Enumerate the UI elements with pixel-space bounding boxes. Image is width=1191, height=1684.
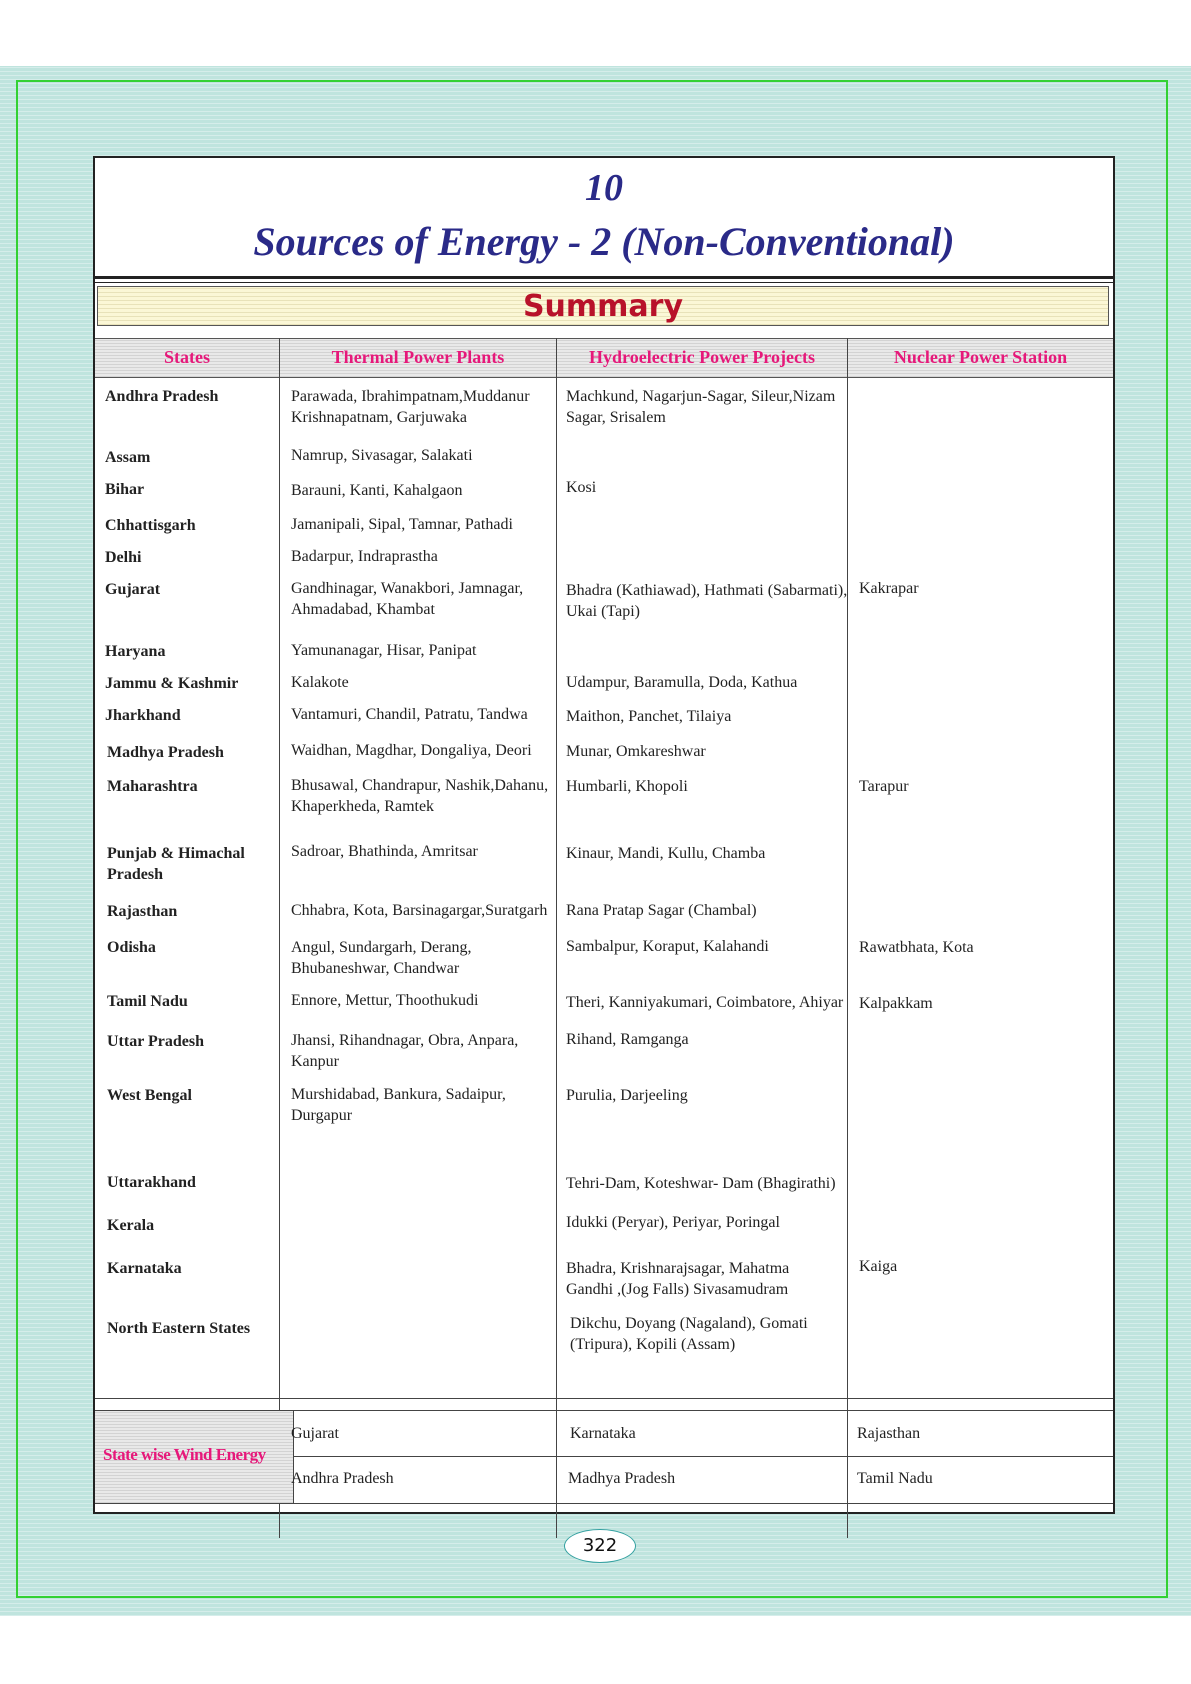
table-row-thermal: Parawada, Ibrahimpatnam,Muddanur Krishnapatnam, Garjuwaka xyxy=(291,388,530,426)
wind-state: Gujarat xyxy=(291,1425,339,1442)
table-row-thermal: Waidhan, Magdhar, Dongaliya, Deori xyxy=(291,742,532,759)
table-row-thermal: Yamunanagar, Hisar, Panipat xyxy=(291,642,477,659)
page-number: 322 xyxy=(564,1529,636,1563)
table-row-hydro: Dikchu, Doyang (Nagaland), Gomati (Tripura), Kopili (Assam) xyxy=(570,1315,808,1353)
table-header xyxy=(95,338,1113,378)
summary-label: Summary xyxy=(522,289,684,324)
table-row-nuclear: Kakrapar xyxy=(859,580,919,597)
table-row-state: Andhra Pradesh xyxy=(105,388,219,405)
table-row-state: Odisha xyxy=(107,939,156,956)
row-divider xyxy=(293,1456,1113,1457)
wind-state: Tamil Nadu xyxy=(857,1470,933,1487)
table-row-state: Assam xyxy=(105,449,151,466)
table-row-state: Chhattisgarh xyxy=(105,517,196,534)
wind-energy-label xyxy=(95,1411,293,1503)
table-row-hydro: Idukki (Peryar), Periyar, Poringal xyxy=(566,1214,780,1231)
table-row-state: Maharashtra xyxy=(107,778,198,795)
wind-state: Rajasthan xyxy=(857,1425,921,1442)
chapter-number: 10 xyxy=(585,167,623,209)
table-row-state: Jharkhand xyxy=(105,707,181,724)
table-row-thermal: Ennore, Mettur, Thoothukudi xyxy=(291,992,479,1009)
title-divider-thin xyxy=(95,282,1113,283)
table-row-hydro: Purulia, Darjeeling xyxy=(566,1087,688,1104)
table-row-thermal: Chhabra, Kota, Barsinagargar,Suratgarh xyxy=(291,902,548,919)
table-row-state: Bihar xyxy=(105,481,145,498)
table-row-nuclear: Tarapur xyxy=(859,778,909,795)
row-divider xyxy=(95,1503,1113,1504)
table-row-state: West Bengal xyxy=(107,1087,192,1104)
table-row-state: Uttarakhand xyxy=(107,1174,196,1191)
table-row-hydro: Sambalpur, Koraput, Kalahandi xyxy=(566,938,769,955)
summary-page xyxy=(93,156,1115,1514)
section-divider xyxy=(95,1398,1113,1399)
table-row-state: Punjab & Himachal Pradesh xyxy=(107,845,245,883)
table-row-state: Kerala xyxy=(107,1217,155,1234)
column-divider xyxy=(279,338,280,1538)
chapter-title: Sources of Energy - 2 (Non-Conventional) xyxy=(253,219,955,264)
table-row-thermal: Barauni, Kanti, Kahalgaon xyxy=(291,482,463,499)
table-row-thermal: Murshidabad, Bankura, Sadaipur, Durgapur xyxy=(291,1086,506,1124)
table-row-hydro: Tehri-Dam, Koteshwar- Dam (Bhagirathi) xyxy=(566,1175,836,1192)
table-row-state: North Eastern States xyxy=(107,1320,251,1337)
chapter-heading xyxy=(95,158,1113,276)
table-row-hydro: Bhadra, Krishnarajsagar, Mahatma Gandhi ,(Jog Falls) Sivasamudram xyxy=(566,1260,790,1298)
table-row-state: Tamil Nadu xyxy=(107,993,188,1010)
table-row-thermal: Vantamuri, Chandil, Patratu, Tandwa xyxy=(291,706,528,723)
table-row-state: Delhi xyxy=(105,549,142,566)
wind-state: Andhra Pradesh xyxy=(291,1470,394,1487)
table-row-hydro: Rana Pratap Sagar (Chambal) xyxy=(566,902,757,919)
table-row-state: Uttar Pradesh xyxy=(107,1033,205,1050)
header-states: States xyxy=(164,347,210,367)
table-row-nuclear: Kaiga xyxy=(859,1258,898,1275)
table-row-hydro: Maithon, Panchet, Tilaiya xyxy=(566,708,732,725)
table-row-hydro: Rihand, Ramganga xyxy=(566,1031,689,1048)
table-row-state: Madhya Pradesh xyxy=(107,744,224,761)
header-hydro: Hydroelectric Power Projects xyxy=(589,347,815,367)
table-row-thermal: Jamanipali, Sipal, Tamnar, Pathadi xyxy=(291,516,513,533)
table-row-thermal: Sadroar, Bhathinda, Amritsar xyxy=(291,843,478,860)
table-row-nuclear: Kalpakkam xyxy=(859,995,933,1012)
table-row-hydro: Kinaur, Mandi, Kullu, Chamba xyxy=(566,845,766,862)
table-row-state: Haryana xyxy=(105,643,166,660)
wind-state: Madhya Pradesh xyxy=(568,1470,676,1487)
table-row-state: Karnataka xyxy=(107,1260,182,1277)
header-thermal: Thermal Power Plants xyxy=(331,347,505,367)
table-row-thermal: Kalakote xyxy=(291,674,349,691)
table-row-state: Rajasthan xyxy=(107,903,178,920)
summary-banner xyxy=(97,286,1109,326)
table-row-thermal: Jhansi, Rihandnagar, Obra, Anpara, Kanpur xyxy=(291,1032,519,1070)
table-row-hydro: Bhadra (Kathiawad), Hathmati (Sabarmati), Ukai (Tapi) xyxy=(566,582,848,620)
column-divider xyxy=(847,338,848,1538)
table-row-hydro: Humbarli, Khopoli xyxy=(566,778,688,795)
wind-energy-title: State wise Wind Energy xyxy=(103,1445,266,1464)
table-row-thermal: Namrup, Sivasagar, Salakati xyxy=(291,447,473,464)
wind-state: Karnataka xyxy=(570,1425,636,1442)
table-row-hydro: Udampur, Baramulla, Doda, Kathua xyxy=(566,674,798,691)
table-row-thermal: Badarpur, Indraprastha xyxy=(291,548,438,565)
table-row-hydro: Machkund, Nagarjun-Sagar, Sileur,Nizam Sagar, Srisalem xyxy=(566,388,836,426)
table-row-thermal: Gandhinagar, Wanakbori, Jamnagar, Ahmadabad, Khambat xyxy=(291,580,524,618)
table-row-hydro: Theri, Kanniyakumari, Coimbatore, Ahiyar xyxy=(566,994,844,1011)
table-row-state: Gujarat xyxy=(105,581,161,598)
table-row-hydro: Kosi xyxy=(566,479,597,496)
table-row-thermal: Angul, Sundargarh, Derang, Bhubaneshwar, Chandwar xyxy=(291,939,472,977)
table-row-thermal: Bhusawal, Chandrapur, Nashik,Dahanu, Khaperkheda, Ramtek xyxy=(291,777,549,815)
title-divider xyxy=(95,276,1113,279)
table-row-nuclear: Rawatbhata, Kota xyxy=(859,939,974,956)
column-divider xyxy=(556,338,557,1538)
table-row-hydro: Munar, Omkareshwar xyxy=(566,743,706,760)
table-row-state: Jammu & Kashmir xyxy=(105,675,239,692)
header-nuclear: Nuclear Power Station xyxy=(893,347,1068,367)
